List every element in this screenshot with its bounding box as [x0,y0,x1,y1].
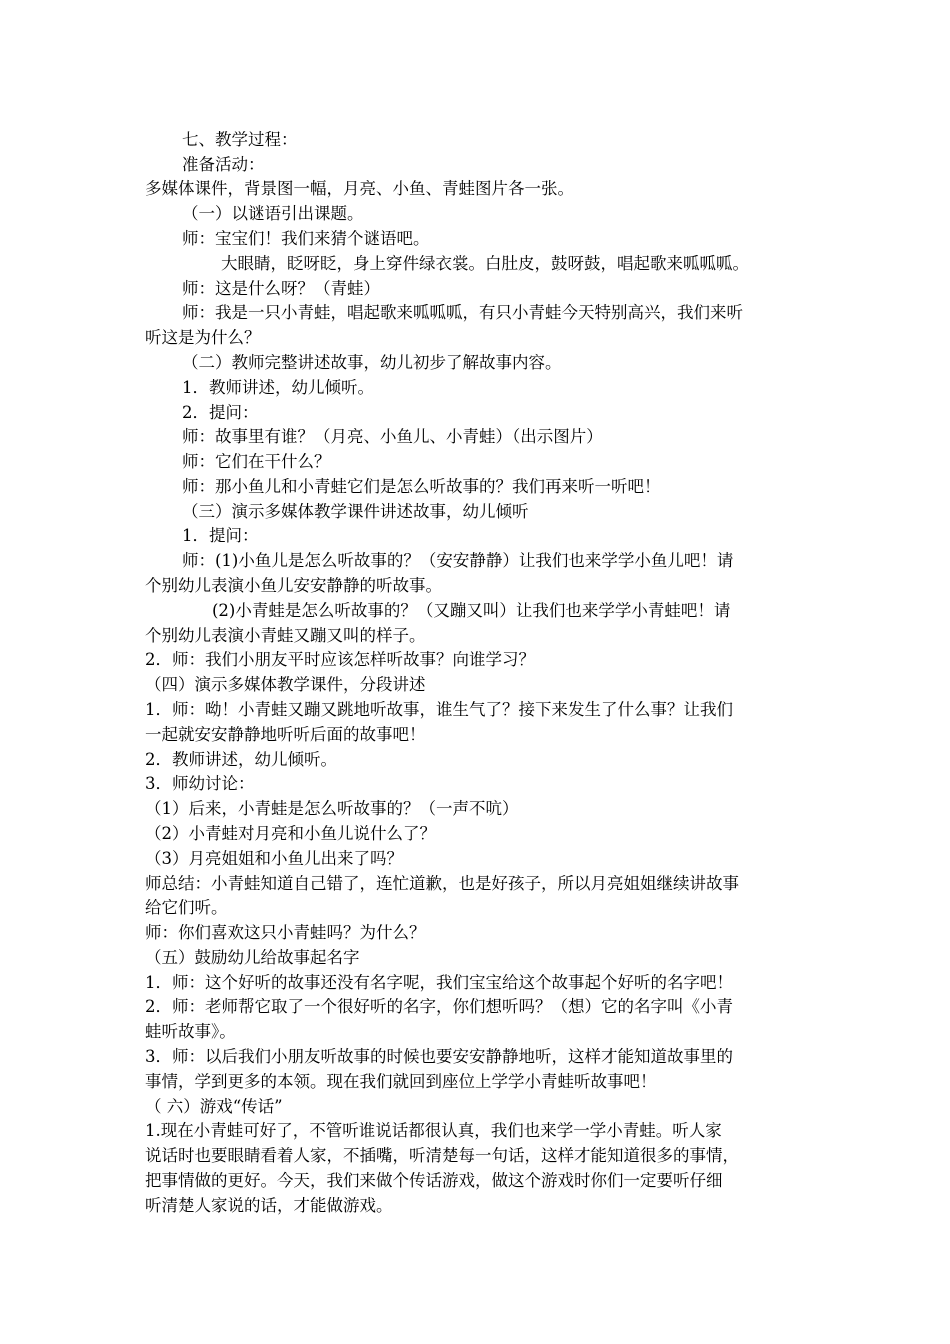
paragraph-line: 多媒体课件，背景图一幅，月亮、小鱼、青蛙图片各一张。 [145,179,574,198]
paragraph-line: 师：那小鱼儿和小青蛙它们是怎么听故事的？我们再来听一听吧！ [182,477,661,496]
paragraph-line: 师：它们在干什么？ [182,452,331,471]
paragraph-line: 师：我是一只小青蛙，唱起歌来呱呱呱，有只小青蛙今天特别高兴，我们来听 [182,303,743,322]
riddle-line: 大眼睛，眨呀眨，身上穿件绿衣裳。白肚皮，鼓呀鼓，唱起歌来呱呱呱。 [221,254,749,273]
section-heading: （ 六）游戏“传话” [145,1097,283,1116]
paragraph-line: （1）后来，小青蛙是怎么听故事的？（一声不吭） [145,799,519,818]
paragraph-line: （3）月亮姐姐和小鱼儿出来了吗？ [145,849,403,868]
paragraph-line: (2)小青蛙是怎么听故事的？（又蹦又叫）让我们也来学学小青蛙吧！请 [212,601,731,620]
paragraph-line: 师：你们喜欢这只小青蛙吗？为什么？ [145,923,426,942]
section-heading: 七、教学过程： [182,130,298,149]
paragraph-line: 说话时也要眼睛看着人家，不插嘴，听清楚每一句话，这样才能知道很多的事情， [145,1146,739,1165]
paragraph-line: 3．师：以后我们小朋友听故事的时候也要安安静静地听，这样才能知道故事里的 [145,1047,733,1066]
paragraph-line: 把事情做的更好。今天，我们来做个传话游戏，做这个游戏时你们一定要听仔细 [145,1171,723,1190]
paragraph-line: 个别幼儿表演小青蛙又蹦又叫的样子。 [145,626,426,645]
paragraph-line: 3．师幼讨论： [145,774,255,793]
paragraph-line: 听这是为什么？ [145,328,261,347]
paragraph-line: 2．师：我们小朋友平时应该怎样听故事？向谁学习？ [145,650,535,669]
paragraph-line: 事情，学到更多的本领。现在我们就回到座位上学学小青蛙听故事吧！ [145,1072,657,1091]
paragraph-line: 师：(1)小鱼儿是怎么听故事的？（安安静静）让我们也来学学小鱼儿吧！请 [182,551,734,570]
paragraph-line: 1．师：这个好听的故事还没有名字呢，我们宝宝给这个故事起个好听的名字吧！ [145,973,733,992]
paragraph-line: 2．教师讲述，幼儿倾听。 [145,750,337,769]
paragraph-line: 准备活动： [182,155,265,174]
section-heading: （二）教师完整讲述故事，幼儿初步了解故事内容。 [182,353,562,372]
section-heading: （一）以谜语引出课题。 [182,204,364,223]
paragraph-line: 一起就安安静静地听听后面的故事吧！ [145,725,426,744]
paragraph-line: 2．提问： [182,403,259,422]
paragraph-line: 个别幼儿表演小鱼儿安安静静的听故事。 [145,576,442,595]
paragraph-line: 1.现在小青蛙可好了，不管听谁说话都很认真，我们也来学一学小青蛙。听人家 [145,1121,722,1140]
paragraph-line: 1．提问： [182,526,259,545]
section-heading: （四）演示多媒体教学课件，分段讲述 [145,675,426,694]
paragraph-line: 师总结：小青蛙知道自己错了，连忙道歉，也是好孩子，所以月亮姐姐继续讲故事 [145,874,739,893]
paragraph-line: 1．教师讲述，幼儿倾听。 [182,378,374,397]
paragraph-line: 师：故事里有谁？（月亮、小鱼儿、小青蛙）（出示图片） [182,427,603,446]
paragraph-line: 蛙听故事》。 [145,1022,236,1041]
paragraph-line: 听清楚人家说的话，才能做游戏。 [145,1196,393,1215]
paragraph-line: 1．师：呦！小青蛙又蹦又跳地听故事，谁生气了？接下来发生了什么事？让我们 [145,700,733,719]
paragraph-line: 师：宝宝们！我们来猜个谜语吧。 [182,229,430,248]
section-heading: （五）鼓励幼儿给故事起名字 [145,948,360,967]
paragraph-line: 2．师：老师帮它取了一个很好听的名字，你们想听吗？（想）它的名字叫《小青 [145,997,733,1016]
section-heading: （三）演示多媒体教学课件讲述故事，幼儿倾听 [182,502,529,521]
paragraph-line: 给它们听。 [145,898,228,917]
paragraph-line: 师：这是什么呀？（青蛙） [182,279,380,298]
paragraph-line: （2）小青蛙对月亮和小鱼儿说什么了？ [145,824,436,843]
